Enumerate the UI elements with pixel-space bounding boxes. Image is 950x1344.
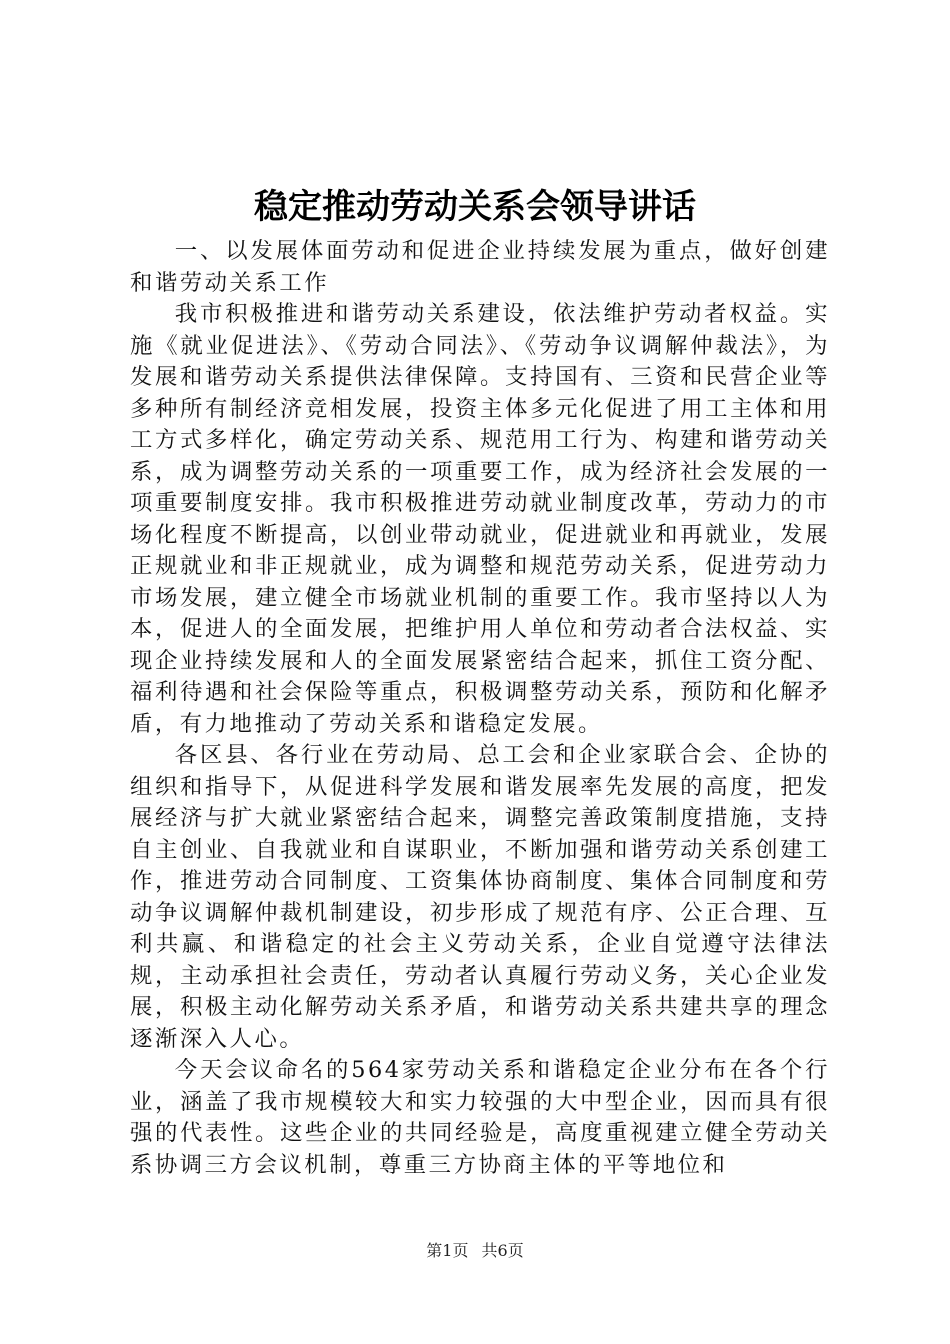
page-number: 第1页 [426,1241,469,1260]
body-paragraph: 我市积极推进和谐劳动关系建设，依法维护劳动者权益。实施《就业促进法》、《劳动合同法》、《劳动争议调解仲裁法》，为发展和谐劳动关系提供法律保障。支持国有、三资和民营企业等多种所有制经济竞相发展，投资主体多元化促进了用工主体和用工方式多样化，确定劳动关系、规范用工行为、构建和谐劳动关系，成为调整劳动关系的一项重要工作，成为经济社会发展的一项重要制度安排。我市积极推进劳动就业制度改革，劳动力的市场化程度不断提高，以创业带动就业，促进就业和再就业，发展正规就业和非正规就业，成为调整和规范劳动关系，促进劳动力市场发展，建立健全市场就业机制的重要工作。我市坚持以人为本，促进人的全面发展，把维护用人单位和劳动者合法权益、实现企业持续发展和人的全面发展紧密结合起来，抓住工资分配、福利待遇和社会保险等重点，积极调整劳动关系，预防和化解矛盾，有力地推动了劳动关系和谐稳定发展。 [130,301,830,737]
section-heading-paragraph: 一、以发展体面劳动和促进企业持续发展为重点，做好创建和谐劳动关系工作 [130,238,830,296]
body-paragraph: 今天会议命名的564家劳动关系和谐稳定企业分布在各个行业，涵盖了我市规模较大和实力较强的大中型企业，因而具有很强的代表性。这些企业的共同经验是，高度重视建立健全劳动关系协调三方会议机制，尊重三方协商主体的平等地位和 [130,1057,830,1178]
body-paragraph: 各区县、各行业在劳动局、总工会和企业家联合会、企协的组织和指导下，从促进科学发展和谐发展率先发展的高度，把发展经济与扩大就业紧密结合起来，调整完善政策制度措施，支持自主创业、自我就业和自谋职业，不断加强和谐劳动关系创建工作，推进劳动合同制度、工资集体协商制度、集体合同制度和劳动争议调解仲裁机制建设，初步形成了规范有序、公正合理、互利共赢、和谐稳定的社会主义劳动关系，企业自觉遵守法律法规，主动承担社会责任，劳动者认真履行劳动义务，关心企业发展，积极主动化解劳动关系矛盾，和谐劳动关系共建共享的理念逐渐深入人心。 [130,742,830,1052]
document-title: 稳定推动劳动关系会领导讲话 [254,187,696,227]
document-body [130,236,830,1181]
page-footer [0,1240,950,1262]
page-total: 共6页 [481,1241,524,1260]
